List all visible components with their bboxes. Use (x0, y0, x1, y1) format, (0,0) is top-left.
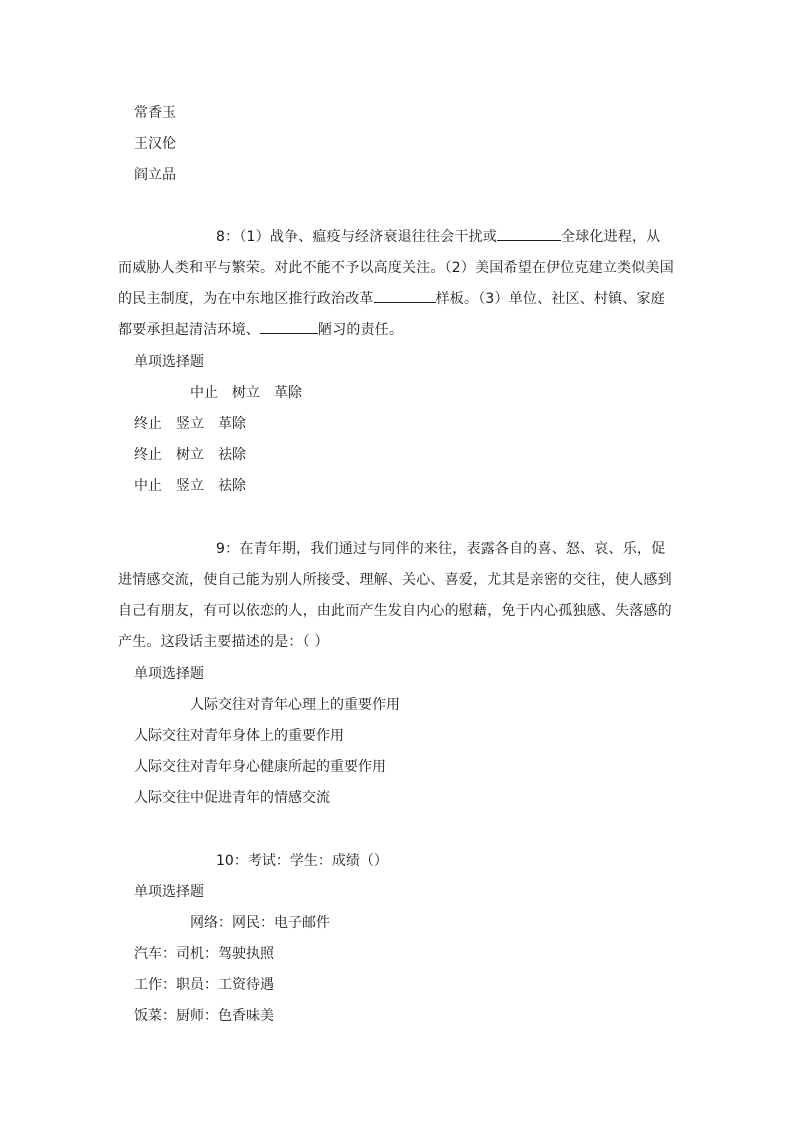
fill-blank (374, 288, 436, 303)
option-a[interactable]: 人际交往对青年心理上的重要作用 (190, 697, 400, 713)
question-8-stem (118, 222, 674, 346)
question-type: 单项选择题 (134, 354, 204, 370)
question-type: 单项选择题 (134, 666, 204, 682)
question-text: 样板。（3）单位、社区、村镇、家庭都要承担起清洁环境、 (118, 291, 665, 338)
option-a[interactable]: 中止 树立 革除 (190, 385, 302, 401)
option-c[interactable]: 终止 树立 祛除 (134, 447, 246, 463)
question-number: 10： (216, 853, 248, 869)
option-c[interactable]: 工作：职员：工资待遇 (134, 977, 274, 993)
option-a[interactable]: 网络：网民：电子邮件 (190, 915, 330, 931)
option-b[interactable]: 汽车：司机：驾驶执照 (134, 946, 274, 962)
option-d[interactable]: 人际交往中促进青年的情感交流 (134, 790, 330, 806)
question-number: 8： (216, 229, 240, 245)
question-number: 9： (216, 541, 240, 557)
fill-blank (497, 226, 561, 241)
option-text: 王汉伦 (134, 136, 176, 152)
question-text: 在青年期，我们通过与同伴的来往，表露各自的喜、怒、哀、乐，促进情感交流，使自己能为别人所接受、理解、关心、喜爱，尤其是亲密的交往，使人感到自己有朋友，有可以依恋的人，由此而产生发自内心的慰藉，免于内心孤独感、失落感的产生。这段话主要描述的是：（ ） (118, 541, 672, 650)
option-d[interactable]: 中止 竖立 祛除 (134, 478, 246, 494)
option-b[interactable]: 终止 竖立 革除 (134, 416, 246, 432)
question-text: 考试：学生：成绩（） (247, 853, 388, 869)
question-10-stem (216, 851, 388, 871)
question-text: 全球化进程，从而威胁人类和平与繁荣。对此不能不予以高度关注。（2）美国希望在伊位克建立类似美国的民主制度，为在中东地区推行政治改革 (118, 229, 674, 307)
fill-blank (260, 319, 318, 334)
option-b[interactable]: 人际交往对青年身体上的重要作用 (134, 728, 344, 744)
question-9-stem (118, 534, 674, 658)
option-c[interactable]: 人际交往对青年身心健康所起的重要作用 (134, 759, 386, 775)
option-d[interactable]: 饭菜：厨师：色香味美 (134, 1008, 274, 1024)
question-text: 陋习的责任。 (318, 322, 404, 338)
option-text: 常香玉 (134, 105, 176, 121)
question-text: （1）战争、瘟疫与经济衰退往往会干扰或 (239, 229, 498, 245)
question-type: 单项选择题 (134, 884, 204, 900)
option-text: 阎立品 (134, 167, 176, 183)
